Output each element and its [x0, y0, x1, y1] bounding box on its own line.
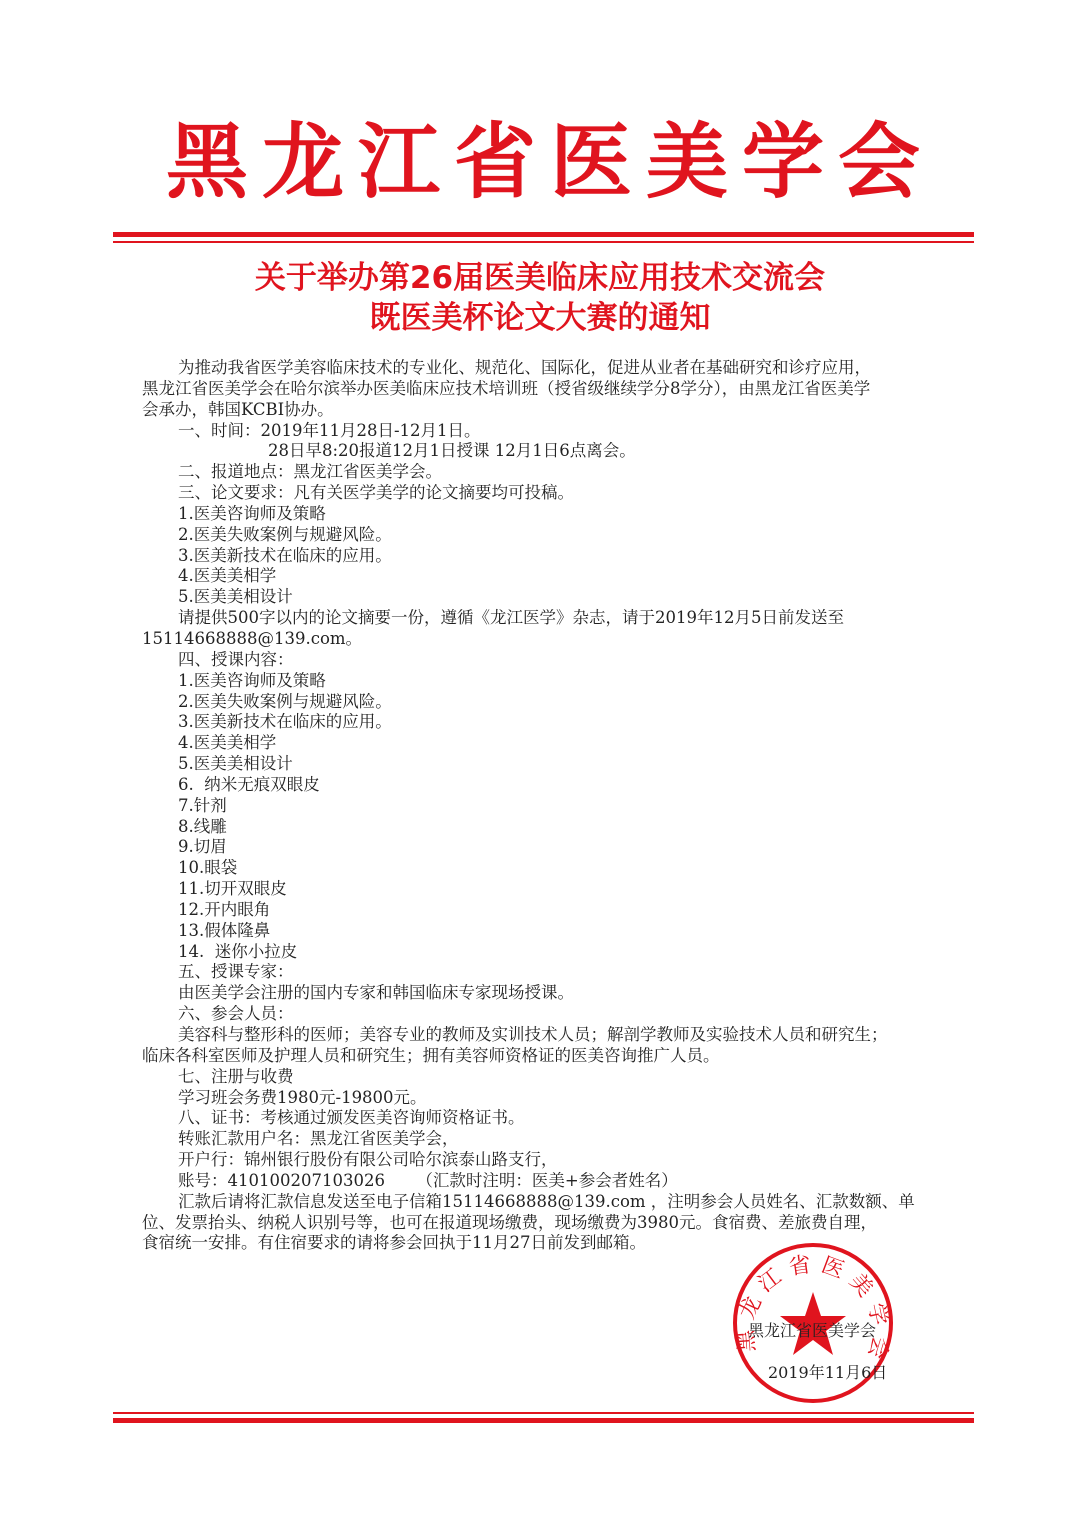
top-rule-thin: [113, 241, 974, 243]
body-line: 1.医美咨询师及策略: [178, 503, 326, 523]
signature-org: 黑龙江省医美学会: [748, 1321, 877, 1340]
body-line: 四、授课内容：: [178, 649, 294, 669]
body-line: 28日早8:20报道12月1日授课 12月1日6点离会。: [268, 441, 636, 461]
body-line: 2.医美失败案例与规避风险。: [178, 524, 392, 544]
bottom-rule-thick: [113, 1418, 974, 1423]
body-line: 3.医美新技术在临床的应用。: [178, 712, 392, 732]
body-line: 八、证书：考核通过颁发医美咨询师资格证书。: [178, 1108, 525, 1128]
body-line: 9.切眉: [178, 837, 227, 857]
body-line: 由医美学会注册的国内专家和韩国临床专家现场授课。: [178, 983, 574, 1003]
body-line: 汇款后请将汇款信息发送至电子信箱15114668888@139.com ，注明参会人员姓名、汇款数额、单: [178, 1191, 915, 1211]
signature-date: 2019年11月6日: [768, 1363, 888, 1382]
body-line: 11.切开双眼皮: [178, 879, 287, 899]
notice-title-line2: 既医美杯论文大赛的通知: [369, 300, 711, 336]
body-line: 为推动我省医学美容临床技术的专业化、规范化、国际化，促进从业者在基础研究和诊疗应用，: [178, 358, 871, 377]
body-line: 4.医美美相学: [178, 566, 277, 586]
body-line: 学习班会务费1980元-19800元。: [178, 1087, 427, 1107]
body-line: 4.医美美相学: [178, 733, 277, 753]
body-line: 六、参会人员：: [178, 1004, 294, 1024]
body-line: 12.开内眼角: [178, 899, 271, 919]
bottom-rule-thin: [113, 1412, 974, 1414]
body-line: 15114668888@139.com。: [142, 628, 363, 648]
body-line: 14. 迷你小拉皮: [178, 941, 298, 961]
top-rule-thick: [113, 232, 974, 237]
body-line: 5.医美美相设计: [178, 754, 293, 774]
body-line: 会承办，韩国KCBI协办。: [142, 399, 334, 419]
body-line: 1.医美咨询师及策略: [178, 670, 326, 690]
body-line: 五、授课专家：: [178, 962, 294, 982]
body-line: 美容科与整形科的医师；美容专业的教师及实训技术人员；解剖学教师及实验技术人员和研究生；: [178, 1025, 888, 1044]
body-line: 位、发票抬头、纳税人识别号等，也可在报道现场缴费，现场缴费为3980元。食宿费、差旅费自理，: [142, 1212, 877, 1232]
seal-text: 黑龙江省医美学会: [733, 1251, 894, 1370]
body-line: 6. 纳米无痕双眼皮: [178, 774, 320, 794]
notice-title-line1: 关于举办第26届医美临床应用技术交流会: [254, 260, 826, 296]
body-line: 转账汇款用户名：黑龙江省医美学会，: [178, 1129, 459, 1149]
body-line: 一、时间：2019年11月28日-12月1日。: [178, 420, 481, 440]
body-line: 7.针剂: [178, 795, 227, 815]
body-line: 2.医美失败案例与规避风险。: [178, 691, 392, 711]
body-line: 二、报道地点：黑龙江省医美学会。: [178, 462, 442, 482]
body-line: 开户行：锦州银行股份有限公司哈尔滨泰山路支行，: [178, 1150, 558, 1170]
body-line: 3.医美新技术在临床的应用。: [178, 545, 392, 565]
body-line: 临床各科室医师及护理人员和研究生；拥有美容师资格证的医美咨询推广人员。: [142, 1045, 720, 1065]
body-line: 食宿统一安排。有住宿要求的请将参会回执于11月27日前发到邮箱。: [142, 1233, 646, 1253]
body-line: 请提供500字以内的论文摘要一份，遵循《龙江医学》杂志，请于2019年12月5日前发送至: [178, 608, 844, 628]
body-line: 8.线雕: [178, 816, 227, 836]
body-line: 13.假体隆鼻: [178, 920, 271, 940]
body-line: 账号：410100207103026 （汇款时注明：医美+参会者姓名）: [178, 1170, 678, 1190]
organization-masthead: 黑龙江省医美学会: [165, 115, 934, 210]
body-line: 三、论文要求：凡有关医学美学的论文摘要均可投稿。: [178, 483, 574, 503]
body-line: 黑龙江省医美学会在哈尔滨举办医美临床应技术培训班（授省级继续学分8学分），由黑龙江省医美学: [142, 378, 871, 398]
notice-body: [142, 358, 962, 1254]
body-line: 5.医美美相设计: [178, 587, 293, 607]
body-line: 七、注册与收费: [178, 1066, 294, 1086]
body-line: 10.眼袋: [178, 858, 238, 878]
